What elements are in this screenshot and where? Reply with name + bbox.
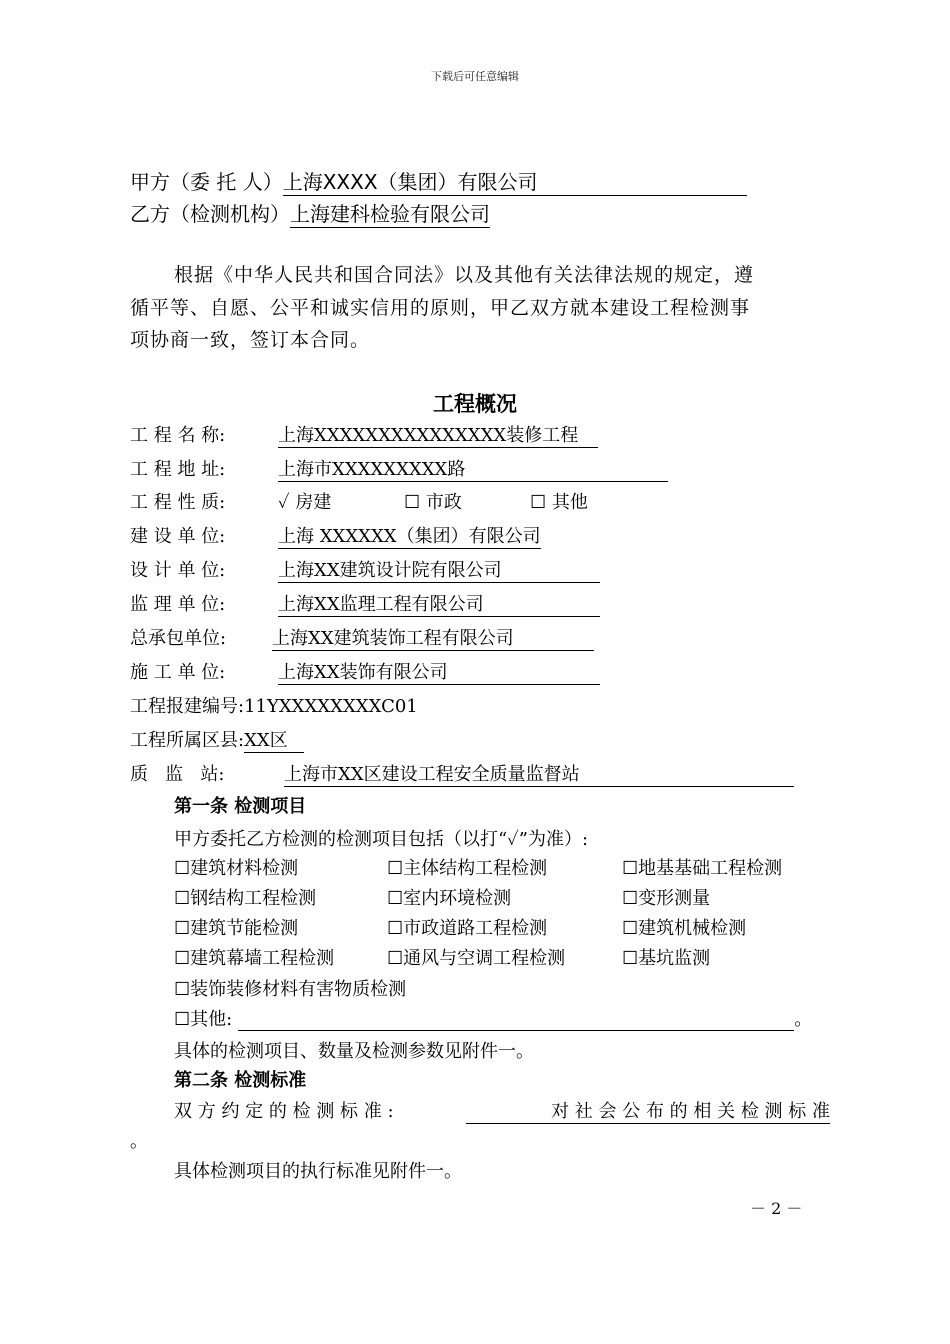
article2-note: 具体检测项目的执行标准见附件一。 (174, 1161, 462, 1182)
inspection-item[interactable]: ☐主体结构工程检测 (387, 858, 548, 879)
inspection-item[interactable]: ☐建筑材料检测 (174, 858, 299, 879)
permit-row (130, 692, 418, 718)
district-value: XX区 (244, 726, 304, 753)
district-row (130, 726, 304, 753)
project-nature-row (130, 488, 588, 514)
party-a-value: 上海XXXX（集团）有限公司 (283, 166, 747, 196)
builder-row (130, 522, 541, 549)
party-b-label: 乙方（检测机构） (130, 202, 290, 226)
supervisor-label: 监 理 单 位: (130, 594, 226, 615)
inspection-item[interactable]: ☐建筑机械检测 (622, 918, 747, 939)
inspection-item[interactable]: ☐地基基础工程检测 (622, 858, 783, 879)
other-row (174, 1005, 812, 1031)
contractor-label: 总承包单位: (130, 628, 227, 649)
project-address-row (130, 455, 668, 482)
supervisor-row (130, 590, 600, 617)
standard-label: 双 方 约 定 的 检 测 标 准 : (174, 1101, 394, 1122)
other-end: 。 (794, 1009, 813, 1030)
station-label: 质 监 站: (130, 764, 225, 785)
other-blank (238, 1008, 794, 1031)
project-name-value: 上海XXXXXXXXXXXXXXX装修工程 (278, 421, 598, 448)
inspection-item[interactable]: ☐室内环境检测 (387, 888, 512, 909)
permit-value: 11YXXXXXXXXC01 (244, 696, 418, 717)
party-a-label: 甲方（委 托 人） (130, 170, 283, 194)
project-nature-label: 工 程 性 质: (130, 492, 226, 513)
contractor-row (130, 624, 594, 651)
project-address-label: 工 程 地 址: (130, 459, 226, 480)
other-label: ☐其他: (174, 1009, 233, 1030)
nature-option-building: ✓ 房建 (278, 492, 332, 513)
inspection-item[interactable]: ☐变形测量 (622, 888, 711, 909)
header-note: 下载后可任意编辑 (431, 70, 519, 83)
article1-note: 具体的检测项目、数量及检测参数见附件一。 (174, 1041, 534, 1062)
article1-intro: 甲方委托乙方检测的检测项目包括（以打“✓”为准）: (174, 829, 589, 850)
construct-row (130, 658, 600, 685)
project-address-value: 上海市XXXXXXXXX路 (278, 455, 668, 482)
supervisor-value: 上海XX监理工程有限公司 (278, 590, 600, 617)
contractor-value: 上海XX建筑装饰工程有限公司 (272, 624, 594, 651)
standard-row (174, 1097, 830, 1124)
inspection-items-grid (174, 854, 834, 970)
district-label: 工程所属区县: (130, 730, 245, 751)
builder-label: 建 设 单 位: (130, 526, 226, 547)
project-name-row (130, 421, 598, 448)
nature-option-other: ☐ 其他 (530, 492, 588, 513)
inspection-item[interactable]: ☐建筑节能检测 (174, 918, 299, 939)
intro-line-1: 根据《中华人民共和国合同法》以及其他有关法律法规的规定，遵 (174, 264, 755, 286)
intro-line-3: 项协商一致，签订本合同。 (130, 329, 371, 351)
party-b-line (130, 198, 490, 228)
project-name-label: 工 程 名 称: (130, 425, 226, 446)
article1-title: 第一条 检测项目 (174, 796, 307, 817)
overview-title: 工程概况 (433, 392, 517, 416)
decor-item: ☐装饰装修材料有害物质检测 (174, 979, 407, 1000)
inspection-item[interactable]: ☐通风与空调工程检测 (387, 948, 566, 969)
standard-end: 。 (130, 1131, 148, 1152)
article2-title: 第二条 检测标准 (174, 1070, 307, 1091)
party-a-line (130, 166, 747, 196)
station-row (130, 760, 794, 787)
inspection-item[interactable]: ☐钢结构工程检测 (174, 888, 317, 909)
nature-option-municipal: ☐ 市政 (404, 492, 462, 513)
designer-label: 设 计 单 位: (130, 560, 226, 581)
page-number: － 2 － (750, 1199, 803, 1218)
inspection-item[interactable]: ☐建筑幕墙工程检测 (174, 948, 335, 969)
inspection-item[interactable]: ☐基坑监测 (622, 948, 711, 969)
standard-value: 对 社 会 公 布 的 相 关 检 测 标 准 (466, 1097, 830, 1124)
station-value: 上海市XX区建设工程安全质量监督站 (284, 760, 794, 787)
inspection-item[interactable]: ☐市政道路工程检测 (387, 918, 548, 939)
builder-value: 上海 XXXXXX（集团）有限公司 (278, 522, 541, 549)
permit-label: 工程报建编号: (130, 696, 245, 717)
designer-row (130, 556, 600, 583)
designer-value: 上海XX建筑设计院有限公司 (278, 556, 600, 583)
intro-line-2: 循平等、自愿、公平和诚实信用的原则，甲乙双方就本建设工程检测事 (130, 297, 751, 319)
construct-value: 上海XX装饰有限公司 (278, 658, 600, 685)
party-b-value: 上海建科检验有限公司 (290, 198, 490, 228)
construct-label: 施 工 单 位: (130, 662, 226, 683)
